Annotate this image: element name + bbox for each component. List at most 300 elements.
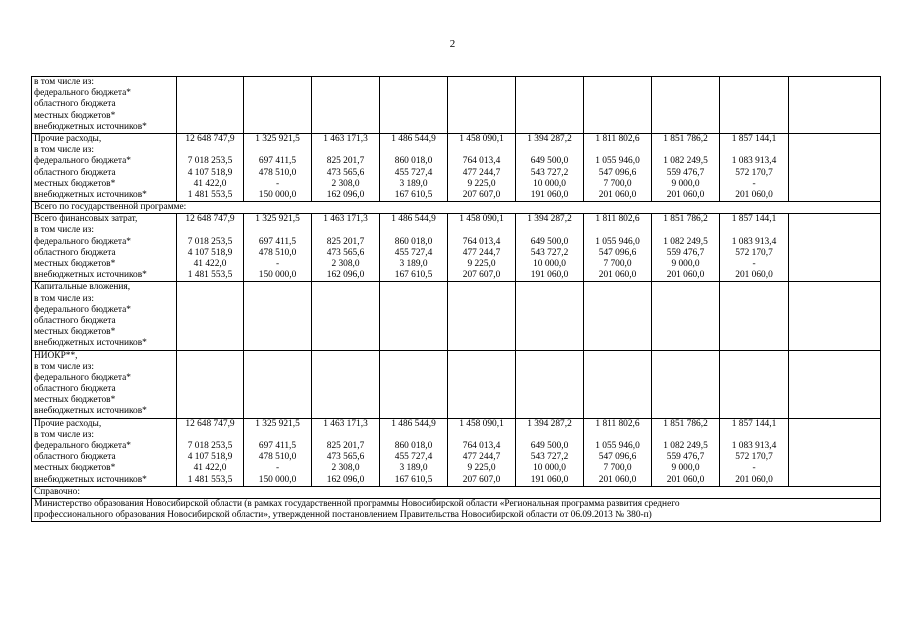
cell-value: 201 060,0 (666, 189, 705, 200)
cell-value (380, 316, 447, 327)
cell-value: 1 857 144,1 (731, 133, 777, 144)
cell-value (448, 362, 515, 373)
cell-value (789, 441, 880, 452)
value-cell (720, 77, 789, 134)
cell-value: 4 107 518,9 (187, 247, 233, 258)
value-cell (720, 214, 789, 282)
cell-value (177, 384, 243, 395)
cell-value (516, 327, 583, 338)
cell-value: 1 083 913,4 (731, 236, 777, 247)
cell-value (244, 430, 311, 441)
value-cell (720, 282, 789, 350)
cell-value (652, 395, 719, 406)
sub-label: местных бюджетов* (34, 110, 116, 121)
cell-value (789, 419, 880, 430)
cell-value (312, 362, 379, 373)
cell-value: 207 607,0 (462, 270, 501, 281)
cell-value (789, 316, 880, 327)
cell-value: 162 096,0 (326, 270, 365, 281)
cell-value (789, 259, 880, 270)
cell-value (789, 475, 880, 486)
cell-value: 1 082 249,5 (663, 156, 708, 167)
budget-table (31, 76, 881, 522)
cell-value (584, 294, 651, 305)
cell-value: 543 727,2 (530, 247, 569, 258)
sub-label: местных бюджетов* (34, 395, 116, 406)
value-cell (516, 77, 584, 134)
cell-value: 473 565,6 (326, 247, 365, 258)
cell-value (789, 134, 880, 145)
cell-value: 201 060,0 (598, 270, 637, 281)
cell-value (652, 294, 719, 305)
cell-value (516, 99, 583, 110)
cell-value: 12 648 747,9 (185, 133, 235, 144)
cell-value (789, 373, 880, 384)
cell-value (584, 145, 651, 156)
cell-value (312, 282, 379, 293)
cell-value: 9 000,0 (671, 178, 700, 189)
cell-value (789, 327, 880, 338)
value-cell (652, 350, 720, 418)
row-label-cell (32, 214, 177, 282)
cell-value: 473 565,6 (326, 452, 365, 463)
cell-value (244, 282, 311, 293)
cell-value: 572 170,7 (735, 167, 773, 178)
value-cell (244, 77, 312, 134)
cell-value (448, 145, 515, 156)
cell-value (244, 99, 311, 110)
cell-value (448, 351, 515, 362)
cell-value (720, 373, 788, 384)
cell-value: 478 510,0 (258, 167, 297, 178)
cell-value: 201 060,0 (598, 189, 637, 200)
cell-value (380, 111, 447, 122)
reference-header-row (32, 486, 881, 498)
cell-value: - (752, 463, 756, 474)
cell-value (244, 395, 311, 406)
cell-value (380, 362, 447, 373)
cell-value (312, 99, 379, 110)
cell-value: 1 851 786,2 (663, 214, 708, 225)
cell-value: 1 811 802,6 (595, 214, 640, 225)
table-row (32, 133, 881, 201)
cell-value (380, 373, 447, 384)
cell-value: 1 083 913,4 (731, 441, 777, 451)
cell-value (789, 351, 880, 362)
sub-label: в том числе из: (34, 77, 94, 87)
cell-value (177, 145, 243, 156)
cell-value (516, 338, 583, 349)
cell-value (380, 305, 447, 316)
cell-value (312, 294, 379, 305)
cell-value (789, 225, 880, 236)
cell-value (380, 384, 447, 395)
cell-value (652, 406, 719, 417)
cell-value (244, 384, 311, 395)
value-cell (244, 282, 312, 350)
cell-value: 3 189,0 (399, 463, 428, 474)
cell-value (448, 282, 515, 293)
cell-value (312, 395, 379, 406)
cell-value (312, 338, 379, 349)
cell-value: 1 463 171,3 (323, 214, 368, 225)
cell-value (789, 282, 880, 293)
cell-value (652, 327, 719, 338)
cell-value (720, 351, 788, 362)
value-cell (720, 418, 789, 486)
cell-value (789, 406, 880, 417)
cell-value: 697 411,5 (258, 156, 297, 167)
cell-value (177, 362, 243, 373)
cell-value: 191 060,0 (530, 270, 569, 281)
cell-value (584, 111, 651, 122)
table-row (32, 350, 881, 418)
value-cell (516, 214, 584, 282)
cell-value (720, 99, 788, 110)
value-cell (789, 133, 881, 201)
cell-value: 1 851 786,2 (663, 133, 708, 144)
cell-value (177, 430, 243, 441)
cell-value: 559 476,7 (666, 452, 705, 463)
cell-value (177, 373, 243, 384)
cell-value: 201 060,0 (735, 189, 773, 200)
sub-label: областного бюджета (34, 247, 116, 258)
cell-value: 825 201,7 (326, 156, 365, 167)
sub-label: федерального бюджета* (34, 372, 131, 383)
value-cell (312, 418, 380, 486)
cell-value: 649 500,0 (530, 441, 569, 451)
cell-value (448, 294, 515, 305)
cell-value (380, 351, 447, 362)
cell-value (244, 77, 311, 88)
cell-value (720, 384, 788, 395)
cell-value: 41 422,0 (193, 463, 227, 474)
value-cell (789, 214, 881, 282)
cell-value (448, 395, 515, 406)
cell-value (380, 122, 447, 133)
cell-value: 1 325 921,5 (255, 133, 300, 144)
cell-value (177, 406, 243, 417)
cell-value (516, 362, 583, 373)
value-cell (177, 77, 244, 134)
cell-value: 1 463 171,3 (323, 133, 368, 144)
value-cell (789, 350, 881, 418)
cell-value (584, 316, 651, 327)
cell-value (584, 351, 651, 362)
cell-value: 201 060,0 (598, 474, 637, 485)
cell-value (177, 294, 243, 305)
value-cell (380, 418, 448, 486)
sub-label: в том числе из: (34, 225, 94, 236)
cell-value (652, 384, 719, 395)
cell-value (312, 373, 379, 384)
value-cell (789, 282, 881, 350)
cell-value: 201 060,0 (666, 474, 705, 485)
cell-value (789, 384, 880, 395)
cell-value (720, 77, 788, 88)
value-cell (244, 214, 312, 282)
cell-value (789, 294, 880, 305)
cell-value (380, 395, 447, 406)
cell-value: 162 096,0 (326, 474, 365, 485)
cell-value: - (752, 178, 756, 189)
value-cell (516, 418, 584, 486)
reference-header-text: Справочно: (34, 486, 80, 497)
cell-value (584, 122, 651, 133)
cell-value: 559 476,7 (666, 247, 705, 258)
row-label: Прочие расходы, (34, 418, 102, 429)
table-row (32, 214, 881, 282)
sub-label: федерального бюджета* (34, 304, 131, 315)
sub-label: местных бюджетов* (34, 327, 116, 338)
cell-value: 1 857 144,1 (731, 418, 777, 429)
cell-value: 764 013,4 (462, 441, 501, 451)
row-label: НИОКР**, (34, 350, 78, 361)
sub-label: внебюджетных источников* (34, 474, 147, 485)
cell-value: 1 811 802,6 (595, 418, 640, 429)
value-cell (789, 418, 881, 486)
cell-value (380, 430, 447, 441)
cell-value (720, 282, 788, 293)
cell-value: 207 607,0 (462, 474, 501, 485)
cell-value (244, 316, 311, 327)
cell-value (312, 406, 379, 417)
value-cell (720, 350, 789, 418)
cell-value (652, 373, 719, 384)
value-cell (584, 77, 652, 134)
cell-value (244, 373, 311, 384)
cell-value (789, 111, 880, 122)
cell-value (789, 270, 880, 281)
cell-value (584, 373, 651, 384)
cell-value: 9 000,0 (671, 259, 700, 269)
cell-value (789, 99, 880, 110)
sub-label: местных бюджетов* (34, 178, 116, 189)
cell-value (177, 395, 243, 406)
cell-value (380, 327, 447, 338)
value-cell (584, 350, 652, 418)
cell-value (652, 351, 719, 362)
cell-value (789, 395, 880, 406)
cell-value (244, 88, 311, 99)
cell-value (584, 282, 651, 293)
cell-value (789, 168, 880, 179)
section-header-text: Всего по государственной программе: (34, 202, 187, 213)
cell-value (720, 88, 788, 99)
cell-value: 1 082 249,5 (663, 236, 708, 247)
cell-value (720, 316, 788, 327)
cell-value (516, 395, 583, 406)
cell-value (312, 430, 379, 441)
cell-value: 2 308,0 (331, 463, 360, 474)
cell-value: - (275, 178, 280, 189)
cell-value (448, 77, 515, 88)
cell-value: 697 411,5 (258, 236, 297, 247)
cell-value: 473 565,6 (326, 167, 365, 178)
cell-value: 191 060,0 (530, 474, 569, 485)
cell-value (244, 225, 311, 236)
cell-value (652, 122, 719, 133)
sub-label: в том числе из: (34, 429, 94, 440)
cell-value: 764 013,4 (462, 236, 501, 247)
value-cell (448, 418, 516, 486)
cell-value: 167 610,5 (394, 474, 433, 485)
sub-label: внебюджетных источников* (34, 189, 147, 200)
cell-value (584, 395, 651, 406)
cell-value (789, 214, 880, 225)
cell-value: 1 486 544,9 (391, 133, 436, 144)
cell-value (312, 305, 379, 316)
cell-value (448, 122, 515, 133)
cell-value (516, 305, 583, 316)
cell-value (652, 338, 719, 349)
cell-value (584, 430, 651, 441)
section-header (32, 202, 881, 214)
reference-header (32, 486, 881, 498)
cell-value: 7 018 253,5 (187, 156, 233, 167)
cell-value: 547 096,6 (598, 452, 637, 463)
cell-value: 41 422,0 (193, 259, 227, 269)
cell-value: 9 225,0 (467, 178, 496, 189)
cell-value (448, 327, 515, 338)
cell-value: 649 500,0 (530, 156, 569, 167)
cell-value: 860 018,0 (394, 156, 433, 167)
value-cell (448, 282, 516, 350)
value-cell (448, 350, 516, 418)
cell-value (789, 248, 880, 259)
cell-value (720, 305, 788, 316)
cell-value: 1 811 802,6 (595, 133, 640, 144)
cell-value (584, 77, 651, 88)
cell-value: 764 013,4 (462, 156, 501, 167)
reference-text (32, 498, 881, 521)
cell-value (584, 327, 651, 338)
cell-value (380, 282, 447, 293)
cell-value: 547 096,6 (598, 167, 637, 178)
cell-value: 478 510,0 (258, 452, 297, 463)
cell-value (380, 294, 447, 305)
cell-value (789, 179, 880, 190)
value-cell (380, 282, 448, 350)
cell-value (380, 88, 447, 99)
cell-value: 9 000,0 (671, 463, 700, 474)
cell-value (516, 77, 583, 88)
value-cell (720, 133, 789, 201)
cell-value (177, 122, 243, 133)
cell-value (516, 225, 583, 236)
cell-value (789, 156, 880, 167)
value-cell (177, 350, 244, 418)
value-cell (244, 350, 312, 418)
cell-value (448, 305, 515, 316)
sub-label: федерального бюджета* (34, 88, 131, 99)
cell-value: 1 394 287,2 (527, 214, 572, 225)
value-cell (652, 133, 720, 201)
row-label-cell (32, 282, 177, 350)
sub-label: в том числе из: (34, 145, 94, 156)
cell-value (244, 294, 311, 305)
cell-value: 455 727,4 (394, 452, 433, 463)
cell-value (720, 395, 788, 406)
sub-label: федерального бюджета* (34, 441, 131, 451)
cell-value: 3 189,0 (399, 178, 428, 189)
table-row (32, 77, 881, 134)
cell-value (720, 111, 788, 122)
value-cell (380, 77, 448, 134)
cell-value (652, 88, 719, 99)
cell-value: 150 000,0 (258, 474, 297, 485)
sub-label: местных бюджетов* (34, 259, 116, 269)
cell-value (720, 327, 788, 338)
cell-value (516, 88, 583, 99)
sub-label: местных бюджетов* (34, 463, 116, 474)
cell-value: - (275, 463, 280, 474)
cell-value (720, 145, 788, 156)
cell-value (584, 406, 651, 417)
cell-value (177, 327, 243, 338)
sub-label: внебюджетных источников* (34, 270, 147, 281)
value-cell (652, 418, 720, 486)
cell-value (789, 122, 880, 133)
row-label: Капитальные вложения, (34, 282, 131, 293)
cell-value (720, 122, 788, 133)
cell-value: 649 500,0 (530, 236, 569, 247)
cell-value: 1 486 544,9 (391, 214, 436, 225)
cell-value: 2 308,0 (331, 259, 360, 269)
reference-text-text: профессионального образования Новосибирской области», утвержденной постановлением Правительства Новосибирской области от 06.09.2013 № 380-п) (34, 510, 652, 521)
cell-value: 150 000,0 (258, 189, 297, 200)
value-cell (177, 282, 244, 350)
cell-value (516, 430, 583, 441)
value-cell (652, 282, 720, 350)
cell-value: 543 727,2 (530, 167, 569, 178)
cell-value: 10 000,0 (533, 178, 566, 189)
cell-value (516, 122, 583, 133)
cell-value: - (275, 259, 280, 269)
cell-value (380, 145, 447, 156)
cell-value (312, 384, 379, 395)
cell-value: 162 096,0 (326, 189, 365, 200)
cell-value (516, 351, 583, 362)
cell-value: 478 510,0 (258, 247, 297, 258)
value-cell (516, 133, 584, 201)
cell-value (177, 351, 243, 362)
cell-value (177, 282, 243, 293)
cell-value (516, 111, 583, 122)
cell-value: 191 060,0 (530, 189, 569, 200)
cell-value (448, 430, 515, 441)
row-label: Всего финансовых затрат, (34, 214, 138, 225)
sub-label: внебюджетных источников* (34, 338, 147, 349)
value-cell (448, 133, 516, 201)
cell-value (448, 406, 515, 417)
cell-value: 1 857 144,1 (731, 214, 777, 225)
cell-value (312, 351, 379, 362)
cell-value (244, 362, 311, 373)
cell-value: 7 700,0 (603, 259, 632, 269)
cell-value (516, 406, 583, 417)
sub-label: внебюджетных источников* (34, 121, 147, 132)
table-row (32, 282, 881, 350)
sub-label: областного бюджета (34, 167, 116, 178)
row-label-cell (32, 418, 177, 486)
cell-value (789, 463, 880, 474)
cell-value: 10 000,0 (533, 259, 566, 269)
cell-value (380, 99, 447, 110)
cell-value: 825 201,7 (326, 236, 365, 247)
cell-value (789, 88, 880, 99)
cell-value (177, 111, 243, 122)
